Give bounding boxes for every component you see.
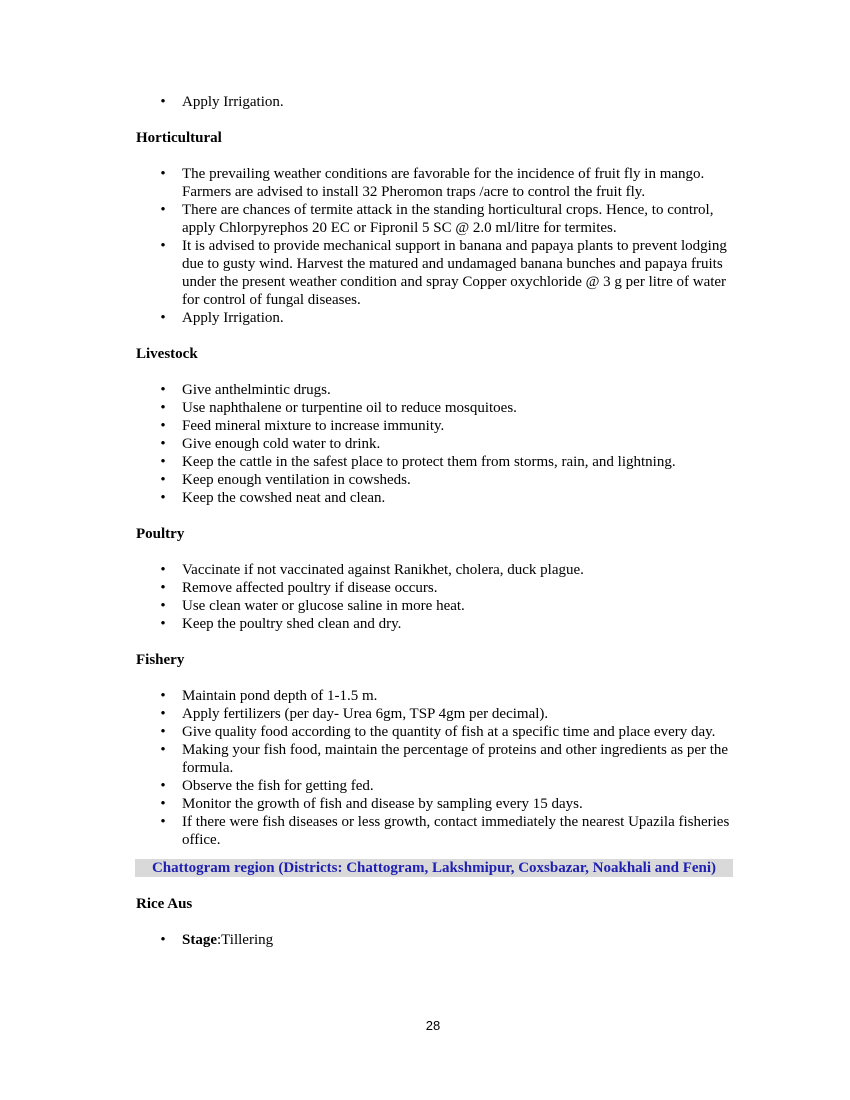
list-item: • Use clean water or glucose saline in more heat. [136, 597, 736, 615]
list-item: • There are chances of termite attack in the standing horticultural crops. Hence, to control, apply Chlorpyrephos 20 EC or Fipronil 5 SC @ 2.0 ml/litre for termites. [136, 201, 736, 237]
document-body [136, 93, 736, 949]
bullet-icon: • [160, 796, 166, 812]
list-item: • Apply fertilizers (per day- Urea 6gm, TSP 4gm per decimal). [136, 705, 736, 723]
bullet-icon: • [160, 202, 166, 218]
bullet-icon: • [160, 454, 166, 470]
bullet-icon: • [160, 580, 166, 596]
list-item: • Give anthelmintic drugs. [136, 381, 736, 399]
stage-value: :Tillering [217, 932, 274, 948]
bullet-icon: • [160, 382, 166, 398]
list-item: • Remove affected poultry if disease occurs. [136, 579, 736, 597]
page-number: 28 [425, 1018, 441, 1033]
bullet-icon: • [160, 418, 166, 434]
list-item: • Making your fish food, maintain the percentage of proteins and other ingredients as per the formula. [136, 741, 736, 777]
intro-list [136, 93, 736, 111]
list-item: • The prevailing weather conditions are favorable for the incidence of fruit fly in mango. Farmers are advised to install 32 Pheromon traps /acre to control the fruit fly. [136, 165, 736, 201]
list-item [136, 931, 736, 949]
bullet-icon: • [160, 562, 166, 578]
section-heading-rice-aus: Rice Aus [136, 896, 193, 912]
bullet-icon: • [160, 238, 166, 254]
section-heading-fishery: Fishery [136, 652, 185, 668]
list-item: • Apply Irrigation. [136, 93, 736, 111]
bullet-icon: • [160, 94, 166, 110]
poultry-list [136, 561, 736, 633]
fishery-list [136, 687, 736, 849]
section-heading-horticultural: Horticultural [136, 130, 222, 146]
list-item: • Keep enough ventilation in cowsheds. [136, 471, 736, 489]
list-item: • It is advised to provide mechanical support in banana and papaya plants to prevent lodging due to gusty wind. Harvest the matured and undamaged banana bunches and papaya fruits under the present weather condition and spray Copper oxychloride @ 3 g per litre of water for control of fungal diseases. [136, 237, 736, 309]
bullet-icon: • [160, 472, 166, 488]
list-item: • If there were fish diseases or less growth, contact immediately the nearest Upazila fisheries office. [136, 813, 736, 849]
bullet-icon: • [160, 688, 166, 704]
list-item: • Feed mineral mixture to increase immunity. [136, 417, 736, 435]
bullet-icon: • [160, 724, 166, 740]
list-item: • Keep the poultry shed clean and dry. [136, 615, 736, 633]
list-item: • Use naphthalene or turpentine oil to reduce mosquitoes. [136, 399, 736, 417]
list-item: • Give enough cold water to drink. [136, 435, 736, 453]
list-item: • Monitor the growth of fish and disease by sampling every 15 days. [136, 795, 736, 813]
list-item: • Keep the cattle in the safest place to protect them from storms, rain, and lightning. [136, 453, 736, 471]
bullet-icon: • [160, 778, 166, 794]
bullet-icon: • [160, 742, 166, 758]
rice-aus-list [136, 931, 736, 949]
list-item: • Apply Irrigation. [136, 309, 736, 327]
bullet-icon: • [160, 400, 166, 416]
livestock-list [136, 381, 736, 507]
bullet-icon: • [160, 310, 166, 326]
stage-label: Stage [182, 932, 217, 948]
list-item: • Vaccinate if not vaccinated against Ranikhet, cholera, duck plague. [136, 561, 736, 579]
section-heading-poultry: Poultry [136, 526, 185, 542]
bullet-icon: • [160, 932, 166, 948]
bullet-icon: • [160, 490, 166, 506]
list-item: • Observe the fish for getting fed. [136, 777, 736, 795]
list-item: • Keep the cowshed neat and clean. [136, 489, 736, 507]
region-banner: Chattogram region (Districts: Chattogram, Lakshmipur, Coxsbazar, Noakhali and Feni) [135, 859, 733, 877]
list-item: • Maintain pond depth of 1-1.5 m. [136, 687, 736, 705]
bullet-icon: • [160, 166, 166, 182]
bullet-icon: • [160, 598, 166, 614]
bullet-icon: • [160, 814, 166, 830]
section-heading-livestock: Livestock [136, 346, 198, 362]
horticultural-list [136, 165, 736, 327]
bullet-icon: • [160, 436, 166, 452]
bullet-icon: • [160, 616, 166, 632]
bullet-icon: • [160, 706, 166, 722]
list-item: • Give quality food according to the quantity of fish at a specific time and place every day. [136, 723, 736, 741]
